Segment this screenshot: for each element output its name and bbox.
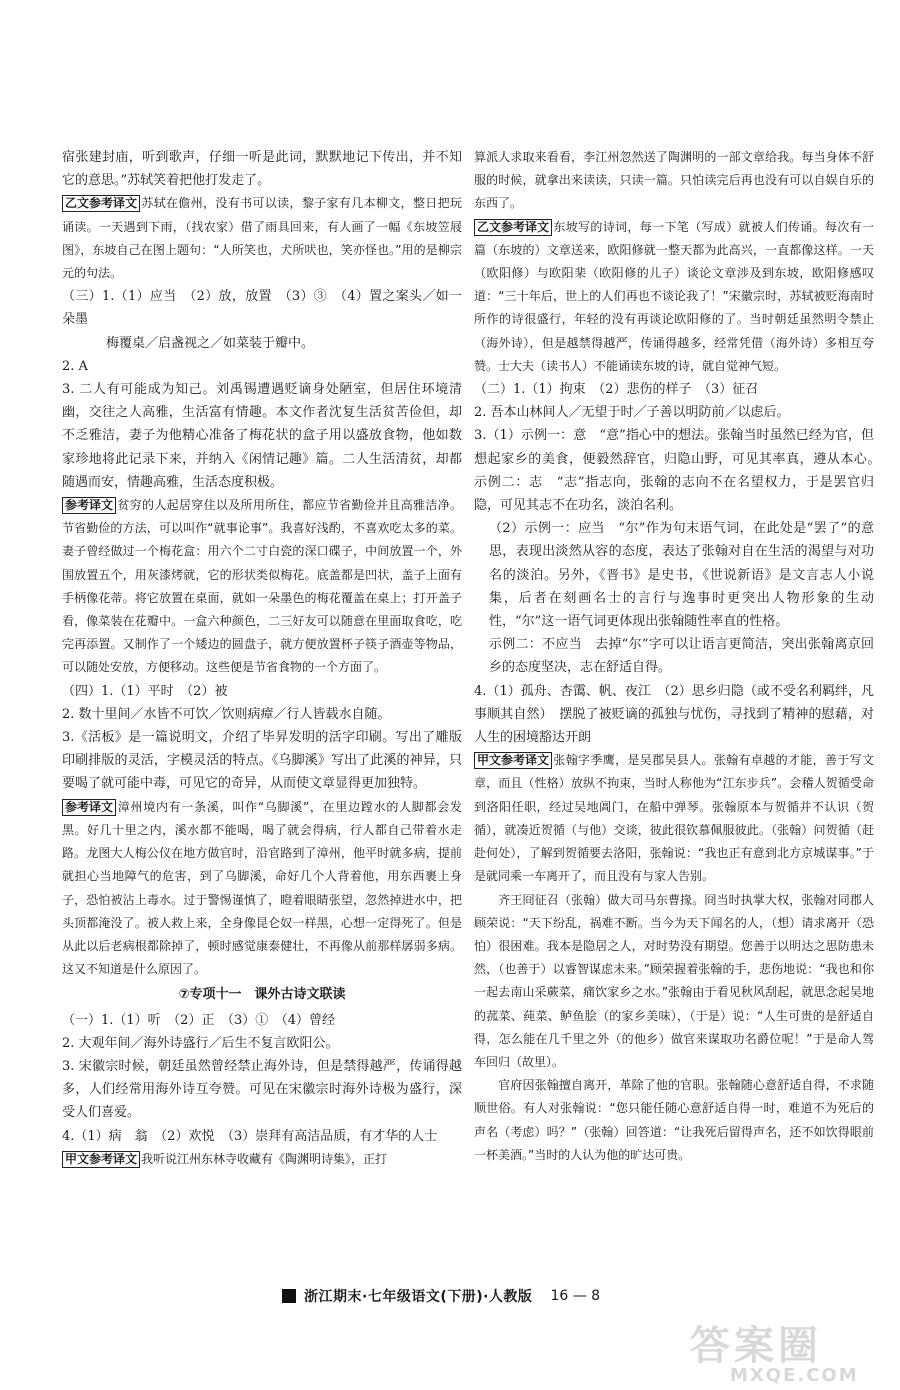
watermark-url: MXQE.COM	[730, 1365, 859, 1386]
section-heading	[62, 983, 462, 1006]
paragraph	[62, 285, 462, 331]
paragraph	[474, 517, 874, 633]
paragraph-text: 3.（1）示例一：意 “意”指心中的想法。张翰当时虽然已经为官，但想起家乡的美食，便毅然辞官，归隐山野，可见其率真，遵从本心。 示例二：志 “志”指志向，张翰的志向不在名望权力，于是罢官归隐，可见其志不在功名，淡泊名利。	[474, 428, 888, 514]
paragraph	[474, 378, 874, 401]
paragraph-text: 2. A	[62, 358, 88, 374]
paragraph	[474, 680, 874, 750]
right-column	[474, 146, 888, 1167]
footer-title: 浙江期末·七年级语文(下册)·人教版	[304, 1289, 533, 1305]
translation-label: 乙文参考译文	[62, 195, 140, 212]
paragraph-text: 东坡写的诗词，每一下笔（写成）就被人们传诵。每次有一篇（东坡的）文章送来，欧阳修就一整天都为此高兴，一直都像这样。一天（欧阳修）与欧阳棐（欧阳修的儿子）谈论文章涉及到东坡，欧阳修感叹道：“三十年后，世上的人们再也不谈论我了！”宋徽宗时，苏轼被贬海南时所作的诗很盛行，年轻的没有再谈论欧阳修的了。当时朝廷虽然明令禁止（海外诗），但是越禁得越严，传诵得越多，经常凭借（海外诗）多相互夸赞。士大夫（读书人）不能诵读东坡的诗，就自觉神气短。	[474, 219, 874, 373]
paragraph	[474, 889, 874, 1075]
paragraph-text: 4.（1）孤舟、杏霭、帆、夜江 （2）思乡归隐（或不受名利羁绊，凡事顺其自然） 摆脱了被贬谪的孤独与忧伤，寻找到了精神的慰藉，对人生的困境豁达开朗	[474, 683, 874, 746]
paragraph	[474, 216, 874, 378]
paragraph	[62, 146, 462, 192]
left-column	[62, 146, 462, 1171]
paragraph	[62, 796, 462, 982]
paragraph-text: 齐王冏征召（张翰）做大司马东曹掾。冏当时执掌大权，张翰对同郡人顾荣说：“天下纷乱，祸难不断。当今为天下闻名的人，（想）请求离开（恐怕）很困难。我本是隐居之人，对时势没有期望。您善于以明达之思防患未然，（也善于）以睿智谋虑未来。”顾荣握着张翰的手，悲伤地说：“我也和你一起去南山采蕨菜，痛饮家乡之水。”张翰由于看见秋风刮起，就思念起吴地的菰菜、莼菜、鲈鱼脍（的家乡美味），（于是）说：“人生可贵的是舒适自得，怎么能在几千里之外（的他乡）做官来谋取功名爵位呢！”于是命人驾车回归（故里）。	[474, 892, 874, 1069]
paragraph	[62, 332, 462, 355]
paragraph	[62, 1009, 462, 1032]
paragraph-text: 3. 二人有可能成为知己。刘禹锡遭遇贬谪身处陋室，但居住环境清幽，交往之人高雅，生活富有情趣。本文作者沈复生活贫苦俭但，却不乏雅洁，妻子为他精心准备了梅花状的盒子用以盛放食物，他如数家珍地将此记录下来，并纳入《闲情记趣》篇。二人生活清贫，却都随遇而安，情趣高雅，生活态度积极。	[62, 382, 462, 490]
paragraph-text: 贫穷的人起居穿住以及所用所住，都应节省勤俭并且高雅洁净。节省勤俭的方法，可以叫作“就事论事”。我喜好浅酌，不喜欢吃太多的菜。妻子曾经做过一个梅花盒：用六个二寸白瓷的深口碟子，中间放置一个，外围放置五个，用灰漆烤就，它的形状类似梅花。底盖都是凹状，盖子上面有手柄像花蒂。将它放置在桌面，就如一朵墨色的梅花覆盖在桌上；打开盖子看，像菜装在花瓣中。一盒六种颜色，二三好友可以随意在里面取食吃，吃完再添置。又制作了一个矮边的圆盘子，就方便放置杯子筷子酒壶等物品，可以随处安放，方便移动。这些便是节省食物的一个方面了。	[62, 498, 462, 675]
paragraph	[474, 633, 874, 679]
paragraph	[62, 1055, 462, 1125]
paragraph	[474, 1074, 874, 1167]
paragraph-text: （四）1.（1）平时 （2）被	[62, 683, 228, 699]
book-icon	[282, 1289, 296, 1303]
paragraph-text: 2. 大观年间／海外诗盛行／后生不复言欧阳公。	[62, 1035, 339, 1051]
paragraph-text: 梅覆桌／启盏视之／如菜装于瓣中。	[106, 335, 315, 351]
paragraph-text: 示例二：不应当 去掉“尔”字可以让语言更简洁，突出张翰离京回乡的态度坚决，志在舒适自得。	[489, 637, 874, 676]
translation-label: 乙文参考译文	[474, 219, 552, 236]
page-footer	[282, 1286, 600, 1306]
watermark-logo	[690, 1314, 880, 1384]
paragraph	[62, 494, 462, 680]
paragraph-text: 2. 吾本山林间人／无望于时／子善以明防前／以虑后。	[474, 405, 790, 421]
paragraph	[62, 378, 462, 494]
paragraph-text: 我听说江州东林寺收藏有《陶渊明诗集》，正打	[141, 1151, 388, 1166]
translation-label: 参考译文	[62, 497, 116, 514]
paragraph-text: （一）1.（1）听 （2）正 （3）① （4）曾经	[62, 1012, 335, 1028]
paragraph-text: 漳州境内有一条溪，叫作“乌脚溪”，在里边蹚水的人脚都会发黑。好几十里之内，溪水都不能喝，喝了就会得病，行人都自己带着水走路。龙图大人梅公仪在地方做官时，沿官路到了漳州，他平时就多病，提前就担心当地障气的危害，到了乌脚溪，命好几个人背着他，用东西裹上身子，恐怕被沾上毒水。过于警惕谨慎了，瞪着眼睛张望，忽然掉进水中，把头顶都淹没了。被人救上来，全身像昆仑奴一样黑，心想一定得死了。但是从此以后老病根都除掉了，顿时感觉康泰健壮，不再像从前那样孱弱多病。这又不知道是什么原因了。	[62, 799, 462, 977]
paragraph	[62, 192, 462, 285]
paragraph-text: （三）1.（1）应当 （2）放，放置 （3）③ （4）置之案头／如一朵墨	[62, 289, 462, 328]
paragraph-text: 官府因张翰擅自离开，革除了他的官职。张翰随心意舒适自得，不求随顺世俗。有人对张翰说：“您只能任随心意舒适自得一时，难道不为死后的声名（考虑）吗？”（张翰）回答道：“让我死后留得声名，还不如饮得眼前一杯美酒。”当时的人认为他的旷达可贵。	[474, 1078, 874, 1162]
paragraph-text: 宿张建封庙，听到歌声，仔细一听是此词，默默地记下传出，并不知它的意思。”苏轼笑着把他打发走了。	[62, 150, 462, 189]
paragraph	[474, 749, 874, 888]
paragraph-text: 2. 数十里间／水皆不可饮／饮则病瘴／行人皆载水自随。	[62, 706, 391, 722]
paragraph	[62, 1125, 462, 1148]
paragraph-text: ⑦专项十一 课外古诗文联读	[178, 987, 346, 1003]
paragraph	[62, 680, 462, 703]
watermark-text: 答案圈	[690, 1323, 822, 1369]
paragraph-text: （二）1.（1）拘束 （2）悲伤的样子 （3）征召	[474, 382, 759, 398]
paragraph-text: 3. 宋徽宗时候，朝廷虽然曾经禁止海外诗，但是禁得越严，传诵得越多，人们经常用海外诗互夸赞。可见在宋徽宗时海外诗极为盛行，深受人们喜爱。	[62, 1058, 462, 1121]
paragraph-text: 4.（1）病 翁 （2）欢悦 （3）崇拜有高洁品质，有才华的人士	[62, 1128, 438, 1144]
translation-label: 甲文参考译文	[474, 752, 552, 769]
paragraph-text: 苏轼在儋州，没有书可以读，黎子家有几本柳文，整日把玩诵读。一天遇到下雨，（找农家）借了雨具回来，有人画了一幅《东坡笠屐图》，东坡自己在图上题句：“人所笑也，犬所吠也，笑亦怪也。”用的是柳宗元的句法。	[62, 196, 462, 281]
paragraph	[62, 1032, 462, 1055]
translation-label: 甲文参考译文	[62, 1151, 140, 1168]
paragraph-text: （2）示例一：应当 “尔”作为句末语气词，在此处是“罢了”的意思，表现出淡然从容的态度，表达了张翰对自在生活的渴望与对功名的淡泊。另外，《晋书》是史书，《世说新语》是文言志人小说集，后者在刻画名士的言行与逸事时更突出人物形象的生动性，“尔”这一语气词更体现出张翰随性率直的性格。	[489, 521, 874, 630]
paragraph	[62, 726, 462, 796]
paragraph	[474, 401, 874, 424]
paragraph	[62, 703, 462, 726]
paragraph	[62, 1148, 462, 1171]
paragraph-text: 算派人求取来看看，李江州忽然送了陶渊明的一部文章给我。每当身体不舒服的时候，就拿出来读读，只读一篇。只怕读完后再也没有可以自娱自乐的东西了。	[474, 150, 874, 211]
paragraph	[474, 146, 874, 216]
paragraph-text: 3.《活板》是一篇说明文，介绍了毕昇发明的活字印刷。写出了雕版印刷排版的灵活，字模灵活的特点。《乌脚溪》写出了此溪的神异，只要喝了就可能中毒，可见它的奇异，从而使文章显得更加独特。	[62, 730, 462, 792]
translation-label: 参考译文	[62, 799, 116, 816]
paragraph-text: 张翰字季鹰，是吴郡吴县人。张翰有卓越的才能，善于写文章，而且（性格）放纵不拘束，当时人称他为“江东步兵”。会稽人贺循受命到洛阳任职，经过吴地阊门，在船中弹琴。张翰原本与贺循并不认识（贺循），就凑近贺循（与他）交谈，彼此很钦慕佩服彼此。（张翰）问贺循（赶赴何处），了解到贺循要去洛阳，张翰说：“我也正有意到北方京城谋事。”于是就同乘一车离开了，而且没有与家人告别。	[474, 753, 874, 884]
paragraph	[474, 424, 888, 517]
page-number: 16 — 8	[550, 1288, 601, 1304]
paragraph	[62, 355, 462, 378]
